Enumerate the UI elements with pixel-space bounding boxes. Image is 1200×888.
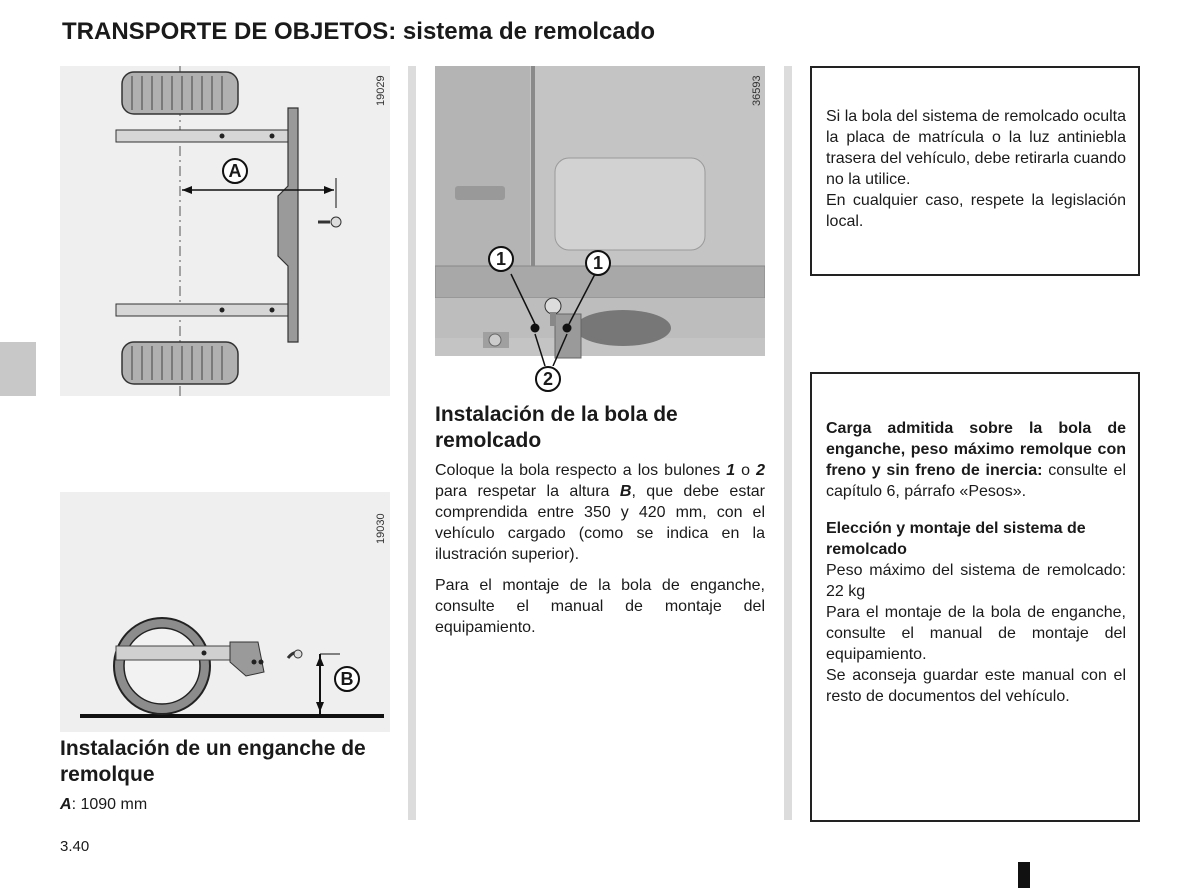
notice-box-load [810,372,1140,822]
notice-2-paragraph-4: Se aconseja guardar este manual con el resto de documentos del vehículo. [826,667,1126,705]
column-separator-right [784,66,792,820]
callout-a: A [222,158,248,184]
left-heading: Instalación de un enganche de remolque [60,737,366,786]
callout-2: 2 [535,366,561,392]
page-number: 3.40 [60,838,90,855]
chapter-tab [0,342,36,396]
load-text: consulte el capítulo 6, párrafo «Pesos». [826,462,1127,500]
middle-paragraph-2: Para el montaje de la bola de enganche, consulte el manual de montaje del equipamiento. [435,577,765,636]
notice-1-paragraph-1: Si la bola del sistema de remolcado oculta la placa de matrícula o la luz antiniebla trasera del vehículo, debe retirarla cuando no la utilice. [826,108,1126,188]
hitch-top-view-illustration [60,66,390,396]
callout-1-left: 1 [488,246,514,272]
p1-text-e: , que debe estar comprendida entre 350 y 420 mm, con el vehículo cargado (como se indica en la ilustración superior). [435,483,765,563]
p1-text-c: o [735,462,757,479]
p1-bolt-1: 1 [726,462,736,479]
figure-ref-36593: 36593 [751,75,763,106]
page-title: TRANSPORTE DE OBJETOS: sistema de remolcado [62,18,656,45]
hitch-side-view-illustration [60,492,390,732]
notice-1-paragraph-2: En cualquier caso, respete la legislación local. [826,192,1126,230]
p1-bolt-2: 2 [756,462,765,479]
figure-ref-19030: 19030 [375,513,387,544]
load-heading: Carga admitida sobre la bola de enganche, peso máximo remolque con freno y sin freno de inercia: [826,420,1126,479]
hitch-side-view-figure [60,492,390,732]
p1-text-d: para respetar la altura [435,483,620,500]
notice-2-paragraph-1 [826,418,1126,502]
middle-heading: Instalación de la bola de remolcado [435,403,678,452]
vehicle-rear-figure [435,66,765,389]
dimension-a-label: A [60,796,72,813]
middle-text-block [435,460,765,638]
callout-b: B [334,666,360,692]
p1-text-a: Coloque la bola respecto a los bulones [435,462,727,479]
figure-ref-19029: 19029 [375,75,387,106]
notice-box-license-plate [810,66,1140,276]
dimension-a-value [60,794,390,815]
p1-height-b: B [619,483,632,500]
page-edge-marker [1018,862,1030,888]
notice-2-paragraph-3: Para el montaje de la bola de enganche, consulte el manual de montaje del equipamiento. [826,604,1126,663]
vehicle-rear-illustration [435,66,765,366]
column-separator-left [408,66,416,820]
dimension-a-text: : 1090 mm [71,796,148,813]
middle-paragraph-1 [435,460,765,565]
notice-2-subheading: Elección y montaje del sistema de remolcado [826,520,1086,558]
notice-2-paragraph-2: Peso máximo del sistema de remolcado: 22 kg [826,562,1126,600]
callout-1-right: 1 [585,250,611,276]
hitch-top-view-figure [60,66,390,396]
